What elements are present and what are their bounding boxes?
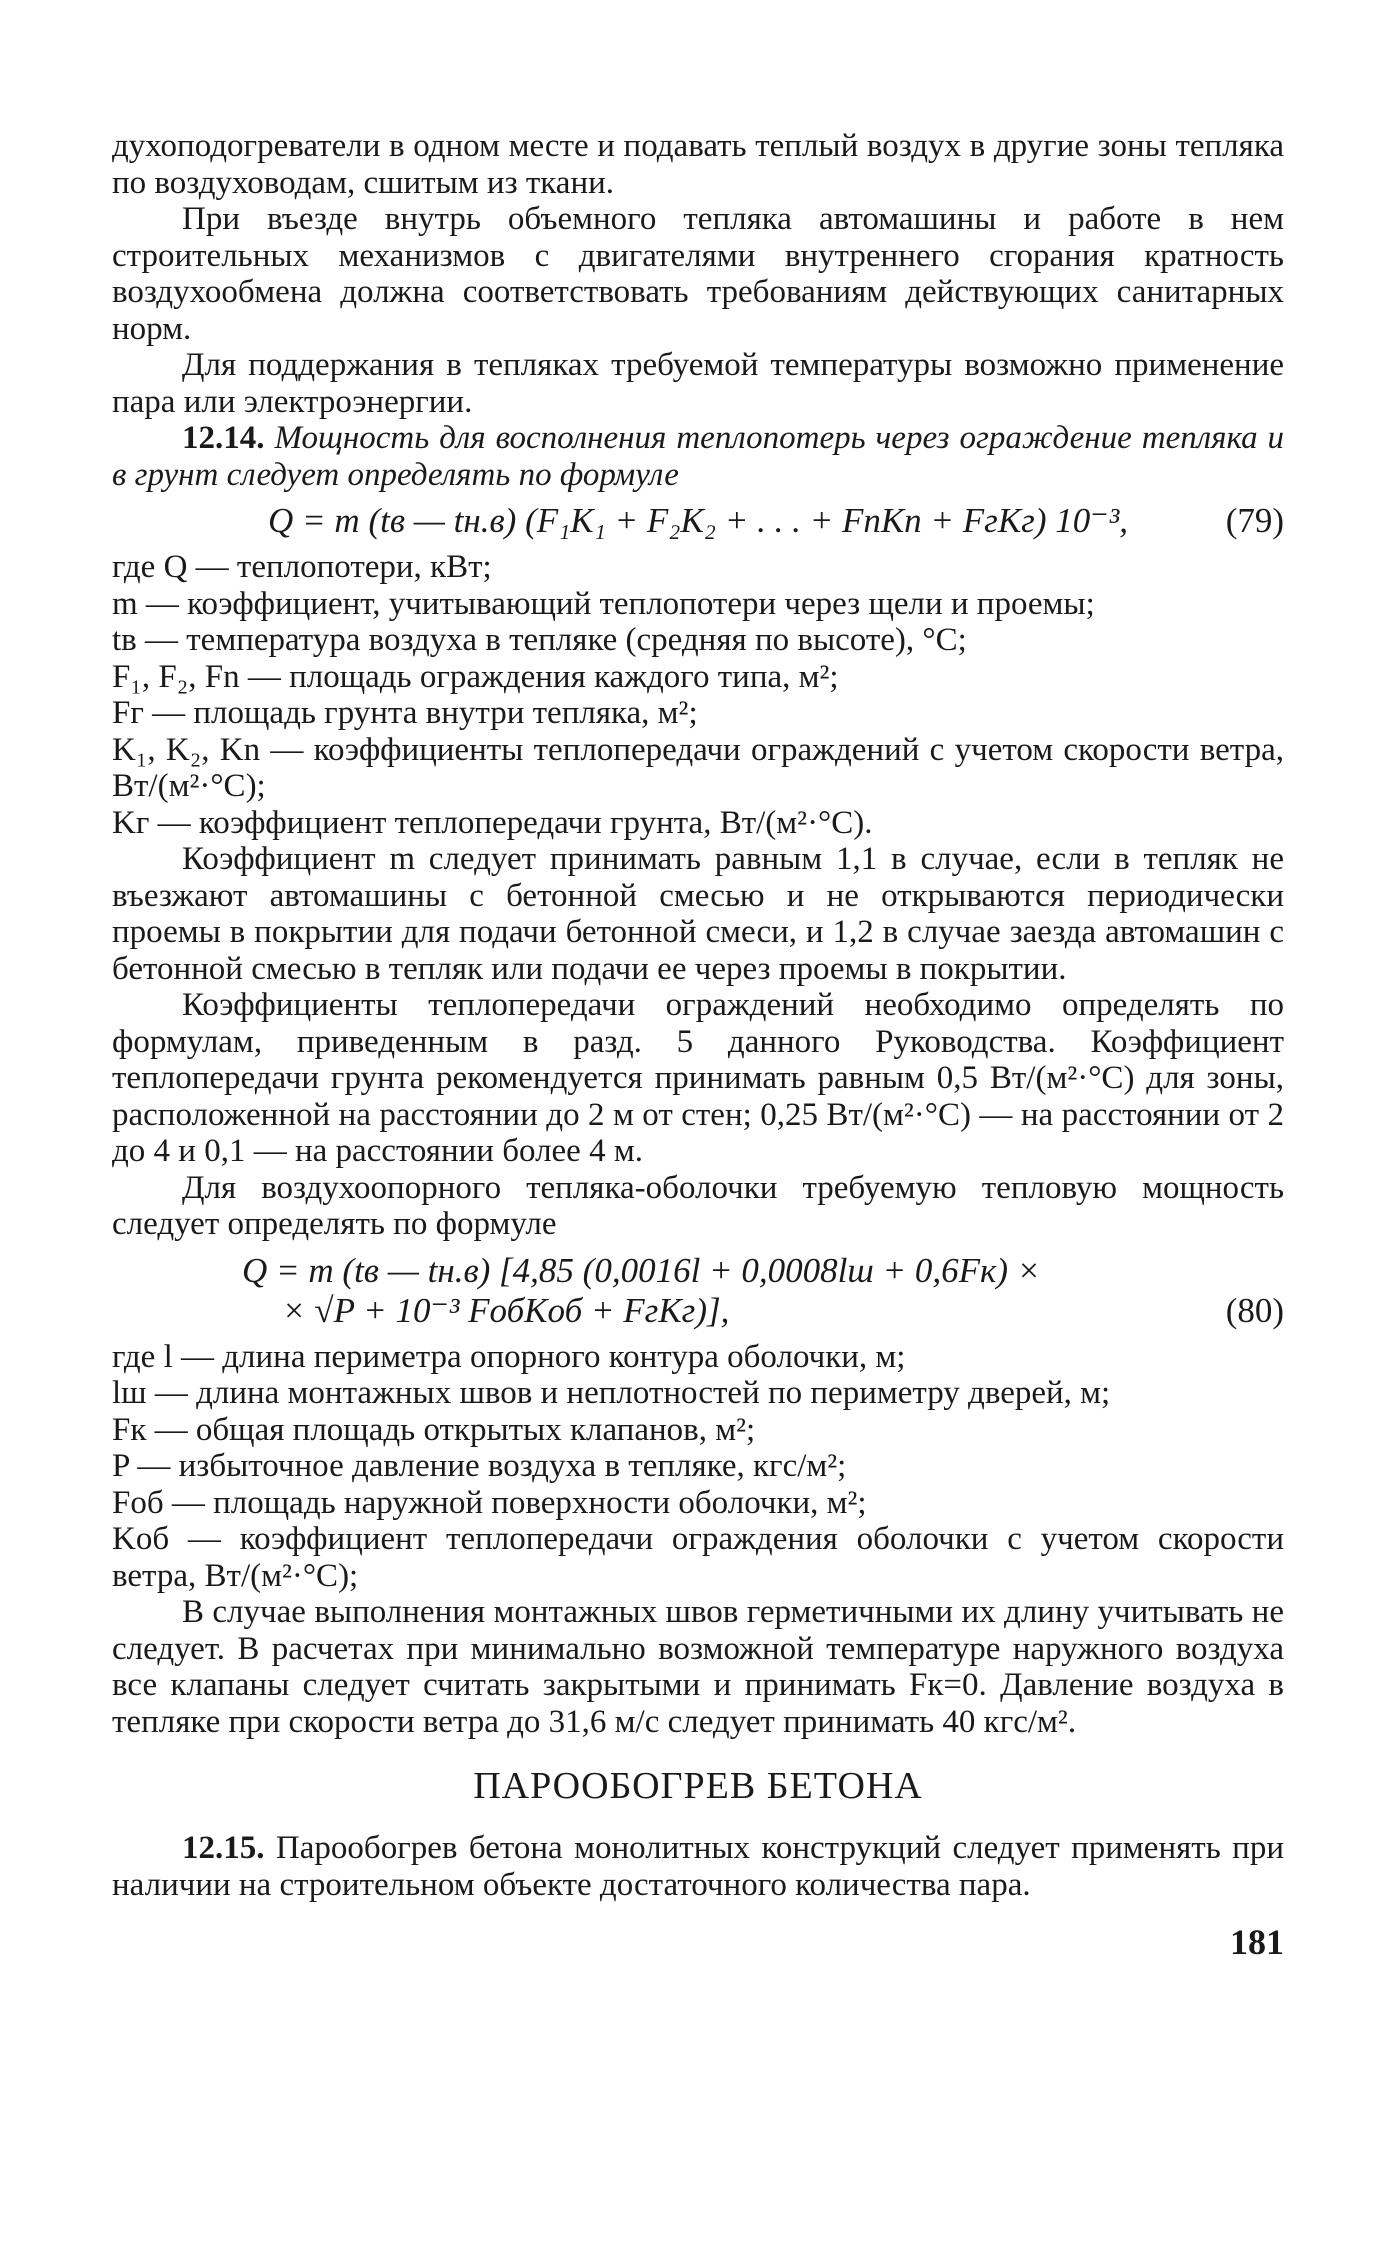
section-number-12-15: 12.15. — [182, 1830, 265, 1866]
definition-item: lш — длина монтажных швов и неплотностей по периметру дверей, м; — [112, 1375, 1111, 1411]
paragraph-air-supported: Для воздухоопорного тепляка-оболочки требуемую тепловую мощность следует определять по формуле — [112, 1169, 1284, 1242]
formula-80-number: (80) — [1225, 1290, 1284, 1330]
paragraph-12-15-text: Парообогрев бетона монолитных конструкций следует применять при наличии на строительном объекте достаточного количества пара. — [112, 1830, 1284, 1903]
paragraph-continuation: духоподогреватели в одном месте и подавать теплый воздух в другие зоны тепляка по воздуховодам, сшитым из ткани. — [112, 128, 1284, 201]
definitions-80 — [112, 1339, 1284, 1595]
paragraph-12-14-text: Мощность для восполнения теплопотерь через ограждение тепляка и в грунт следует определять по формуле — [112, 420, 1285, 493]
definition-item: Kг — коэффициент теплопередачи грунта, Вт/(м²·°С). — [112, 804, 873, 841]
formula-80-line2: × √P + 10⁻³ FобKоб + FгKг)], — [282, 1290, 730, 1330]
page-content — [112, 128, 1284, 1963]
paragraph-vehicles: При въезде внутрь объемного тепляка автомашины и работе в нем строительных механизмов с двигателями внутреннего сгорания кратность воздухообмена должна соответствовать требованиям действующих санитарных норм. — [112, 201, 1284, 347]
definition-item: где l — длина периметра опорного контура оболочки, м; — [112, 1338, 906, 1375]
paragraph-mounting-seams: В случае выполнения монтажных швов герметичными их длину учитывать не следует. В расчетах при минимально возможной температуре наружного воздуха все клапаны следует считать закрытыми и принимать Fк=0. Давление воздуха в тепляке при скорости ветра до 31,6 м/с следует принимать 40 кгс/м². — [112, 1594, 1284, 1740]
formula-80 — [112, 1251, 1284, 1331]
formula-79-number: (79) — [1225, 501, 1284, 540]
paragraph-heat-transfer: Коэффициенты теплопередачи ограждений необходимо определять по формулам, приведенным в разд. 5 данного Руководства. Коэффициент теплопередачи грунта рекомендуется принимать равным 0,5 Вт/(м²·°С) для зоны, расположенной на расстоянии до 2 м от стен; 0,25 Вт/(м²·°С) — на расстоянии от 2 до 4 и 0,1 — на расстоянии более 4 м. — [112, 987, 1284, 1169]
paragraph-12-14 — [112, 420, 1284, 493]
definitions-79 — [112, 549, 1284, 841]
definition-item: F₁, F₂, Fn — площадь ограждения каждого типа, м²; — [112, 658, 839, 695]
paragraph-12-15 — [112, 1830, 1284, 1903]
page-number: 181 — [1230, 1922, 1284, 1962]
section-number-12-14: 12.14. — [182, 420, 265, 456]
definition-item: где Q — теплопотери, кВт; — [112, 549, 492, 585]
definition-item: P — избыточное давление воздуха в тепляке, кгс/м²; — [112, 1448, 847, 1484]
definition-item: Fк — общая площадь открытых клапанов, м²; — [112, 1411, 756, 1448]
formula-80-line1: Q = m (tв — tн.в) [4,85 (0,0016l + 0,0008lш + 0,6Fк) × — [242, 1250, 1041, 1290]
formula-79 — [112, 501, 1284, 541]
definition-item: m — коэффициент, учитывающий теплопотери через щели и проемы; — [112, 585, 1095, 622]
definition-item: K₁, K₂, Kn — коэффициенты теплопередачи ограждений с учетом скорости ветра, Вт/(м²·°С); — [112, 731, 1284, 804]
paragraph-coefficient-m: Коэффициент m следует принимать равным 1,1 в случае, если в тепляк не въезжают автомашины с бетонной смесью и не открываются периодически проемы в покрытии для подачи бетонной смеси, и 1,2 в случае заезда автомашин с бетонной смесью в тепляк или подачи ее через проемы в покрытии. — [112, 841, 1284, 987]
formula-79-body: Q = m (tв — tн.в) (F₁K₁ + F₂K₂ + . . . + FnKn + FгKг) 10⁻³, — [268, 501, 1128, 540]
definition-item: tв — температура воздуха в тепляке (средняя по высоте), °С; — [112, 622, 967, 658]
section-heading: ПАРООБОГРЕВ БЕТОНА — [473, 1765, 923, 1807]
definition-item: Fоб — площадь наружной поверхности оболочки, м²; — [112, 1484, 867, 1521]
paragraph-steam-electric: Для поддержания в тепляках требуемой температуры возможно применение пара или электроэнергии. — [112, 347, 1284, 420]
definition-item: Kоб — коэффициент теплопередачи ограждения оболочки с учетом скорости ветра, Вт/(м²·°С); — [112, 1521, 1284, 1594]
definition-item: Fг — площадь грунта внутри тепляка, м²; — [112, 695, 698, 731]
